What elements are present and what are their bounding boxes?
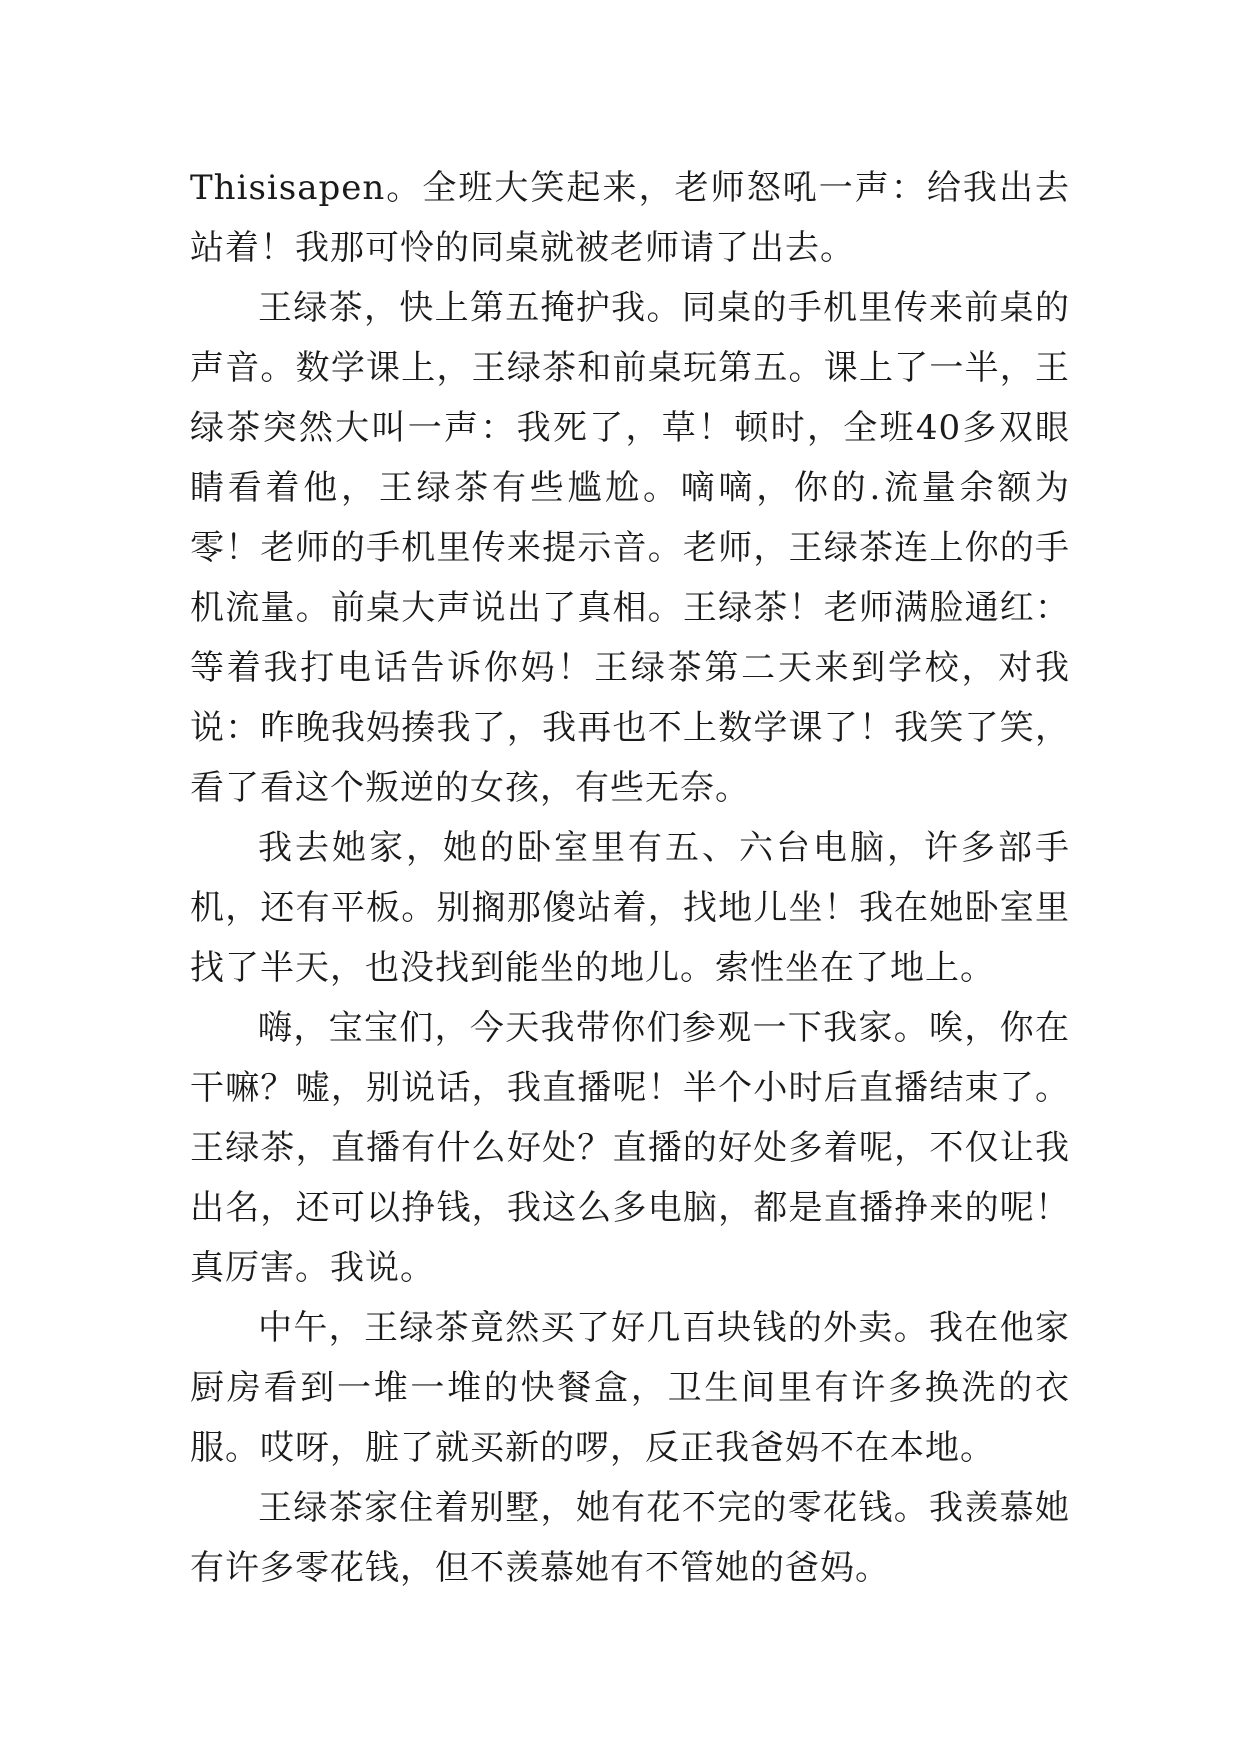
paragraph: 嗨，宝宝们，今天我带你们参观一下我家。唉，你在干嘛？嘘，别说话，我直播呢！半个小时后直播结束了。王绿茶，直播有什么好处？直播的好处多着呢，不仅让我出名，还可以挣钱，我这么多电脑，都是直播挣来的呢！真厉害。我说。 [190,1008,1070,1288]
paragraph: 我去她家，她的卧室里有五、六台电脑，许多部手机，还有平板。别搁那傻站着，找地儿坐！我在她卧室里找了半天，也没找到能坐的地儿。索性坐在了地上。 [190,828,1070,988]
paragraph: 王绿茶，快上第五掩护我。同桌的手机里传来前桌的声音。数学课上，王绿茶和前桌玩第五。课上了一半，王绿茶突然大叫一声：我死了，草！顿时，全班40多双眼睛看着他，王绿茶有些尴尬。嘀嘀，你的.流量余额为零！老师的手机里传来提示音。老师，王绿茶连上你的手机流量。前桌大声说出了真相。王绿茶！老师满脸通红：等着我打电话告诉你妈！王绿茶第二天来到学校，对我说：昨晚我妈揍我了，我再也不上数学课了！我笑了笑，看了看这个叛逆的女孩，有些无奈。 [190,288,1070,808]
body-text [190,158,1070,1598]
paragraph: 中午，王绿茶竟然买了好几百块钱的外卖。我在他家厨房看到一堆一堆的快餐盒，卫生间里有许多换洗的衣服。哎呀，脏了就买新的啰，反正我爸妈不在本地。 [190,1308,1070,1468]
paragraph-continued: Thisisapen。全班大笑起来，老师怒吼一声：给我出去站着！我那可怜的同桌就被老师请了出去。 [190,168,1070,268]
paragraph: 王绿茶家住着别墅，她有花不完的零花钱。我羡慕她有许多零花钱，但不羡慕她有不管她的爸妈。 [190,1488,1070,1588]
